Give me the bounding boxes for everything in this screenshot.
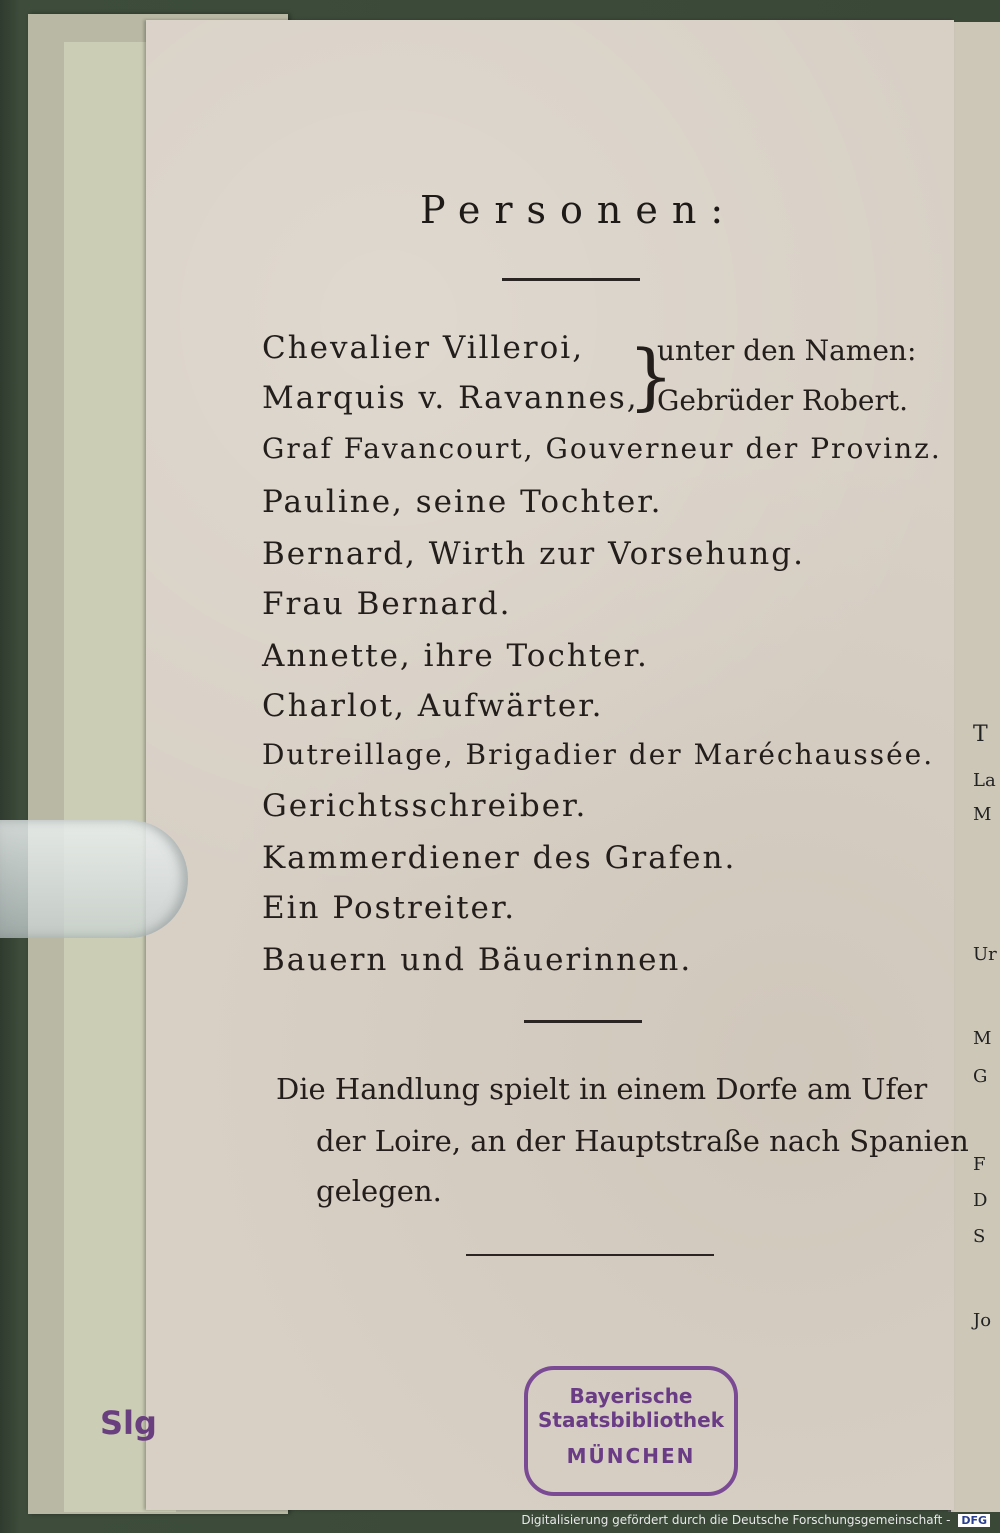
stamp-line: Staatsbibliothek (537, 1408, 725, 1432)
adjacent-page-fragment: T (973, 722, 988, 747)
section-divider (524, 1020, 642, 1023)
cast-entry: Pauline, seine Tochter. (262, 484, 663, 520)
stamp-line: MÜNCHEN (566, 1444, 696, 1468)
cast-entry: Chevalier Villeroi, (262, 330, 585, 366)
cast-entry: Graf Favancourt, Gouverneur der Provinz. (262, 432, 942, 465)
plastic-page-clip (0, 820, 188, 938)
adjacent-page-fragment: Ur (973, 944, 997, 965)
end-divider (466, 1254, 714, 1256)
cast-entry: Ein Postreiter. (262, 890, 517, 926)
collection-label: Slg (100, 1404, 157, 1442)
cast-entry: Bernard, Wirth zur Vorsehung. (262, 536, 805, 572)
brace-note: unter den Namen: (657, 334, 917, 367)
cast-entry: Gerichtsschreiber. (262, 788, 588, 824)
cast-entry: Bauern und Bäuerinnen. (262, 942, 693, 978)
cast-entry: Kammerdiener des Grafen. (262, 840, 737, 876)
adjacent-page-fragment: M (973, 804, 992, 825)
title-divider (502, 278, 640, 281)
brace-symbol: } (628, 334, 674, 418)
setting-line: der Loire, an der Hauptstraße nach Spanien (316, 1124, 969, 1158)
setting-line: Die Handlung spielt in einem Dorfe am Ufer (276, 1072, 928, 1106)
stamp-line: Bayerische (569, 1384, 693, 1408)
setting-line: gelegen. (316, 1174, 442, 1208)
adjacent-page-fragment: M (973, 1028, 992, 1049)
cast-entry: Frau Bernard. (262, 586, 512, 622)
footer-text: Digitalisierung gefördert durch die Deutsche Forschungsgemeinschaft - (521, 1513, 951, 1527)
adjacent-page (948, 22, 1000, 1512)
brace-note: Gebrüder Robert. (657, 384, 909, 417)
page-title: Personen: (420, 188, 738, 232)
adjacent-page-fragment: F (973, 1154, 986, 1175)
adjacent-page-fragment: La (973, 770, 996, 791)
adjacent-page-fragment: Jo (973, 1310, 992, 1331)
adjacent-page-fragment: D (973, 1190, 988, 1211)
digitization-footer (521, 1513, 990, 1527)
dfg-logo: DFG (958, 1514, 990, 1527)
adjacent-page-fragment: S (973, 1226, 986, 1247)
cast-entry: Dutreillage, Brigadier der Maréchaussée. (262, 738, 935, 771)
cast-entry: Charlot, Aufwärter. (262, 688, 604, 724)
library-stamp (524, 1366, 738, 1496)
cast-entry: Marquis v. Ravannes, (262, 380, 639, 416)
adjacent-page-fragment: G (973, 1066, 988, 1087)
cast-entry: Annette, ihre Tochter. (262, 638, 649, 674)
